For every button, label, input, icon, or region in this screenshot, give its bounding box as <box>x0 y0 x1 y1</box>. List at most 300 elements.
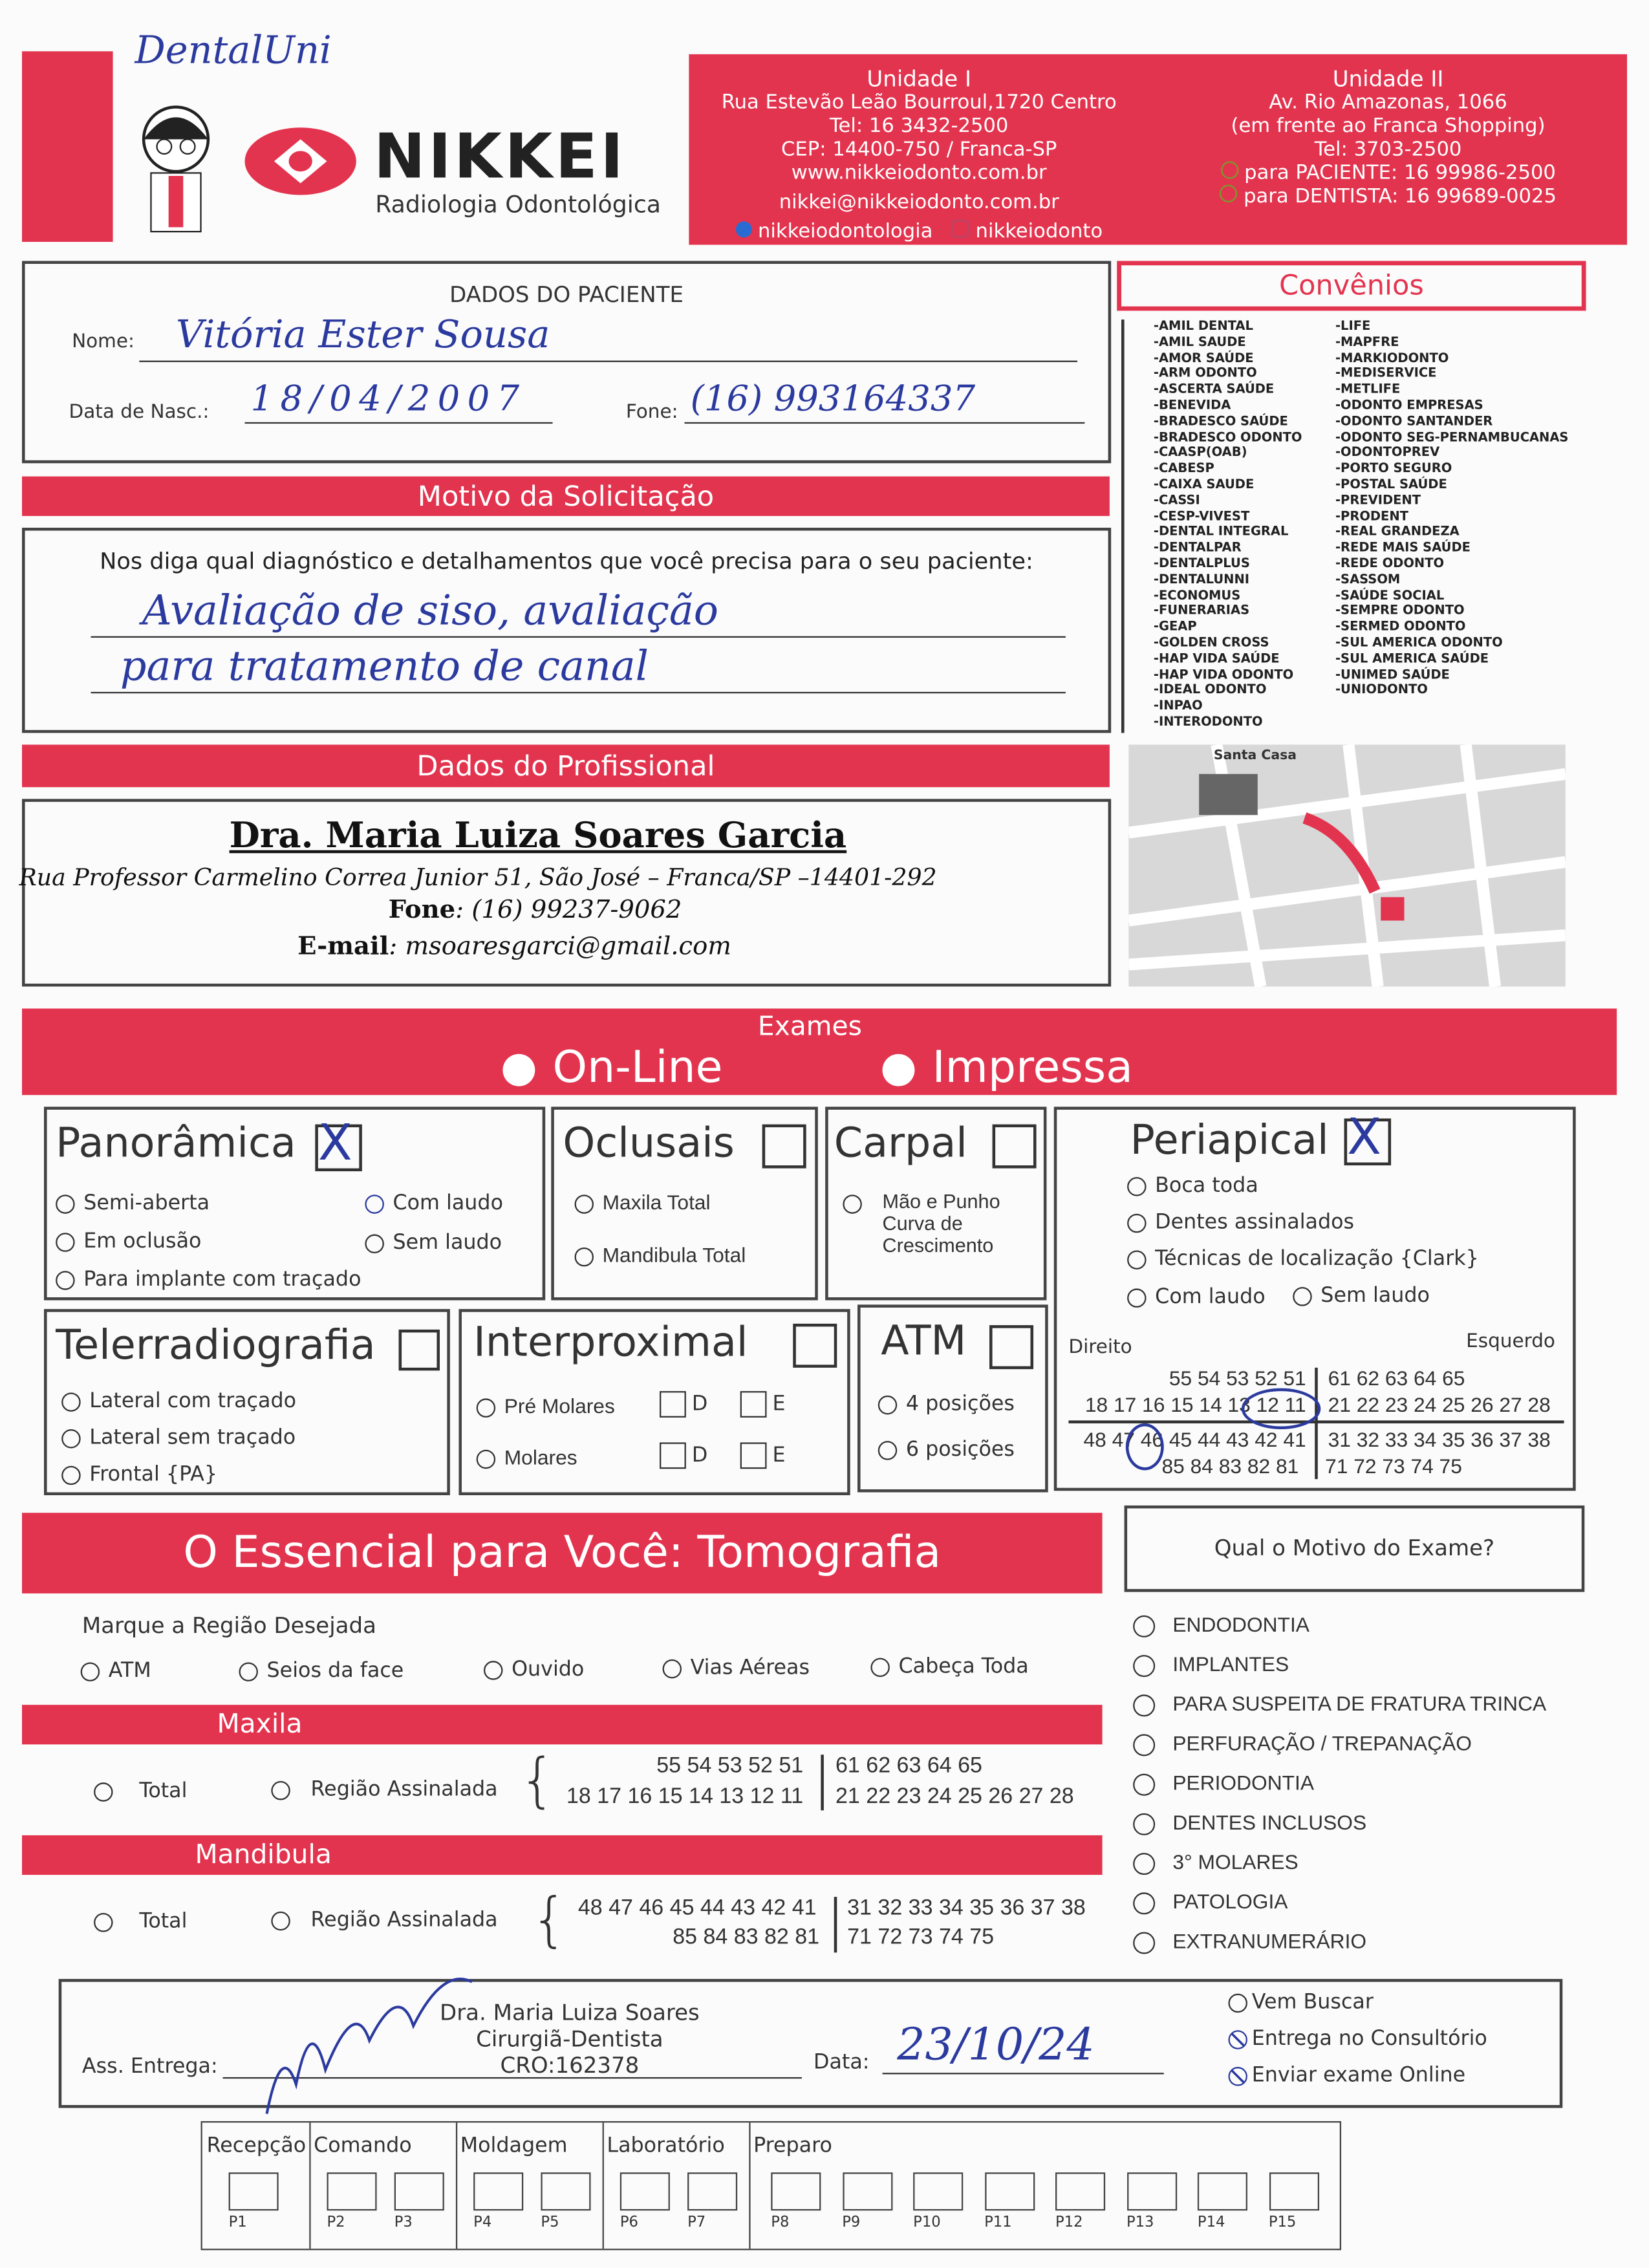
radio-icon <box>365 1233 383 1252</box>
opt-4-posicoes[interactable] <box>878 1392 1015 1416</box>
unit-1-title: Unidade I <box>867 66 972 92</box>
regiao-label: Marque a Região Desejada <box>81 1612 376 1639</box>
teeth-row[interactable]: 85 84 83 82 81 <box>1161 1454 1299 1478</box>
opt-sem-laudo[interactable] <box>365 1231 502 1255</box>
radio-icon <box>1127 1249 1146 1268</box>
convenios-list-col2 <box>1335 319 1569 699</box>
radio-icon <box>502 1053 535 1086</box>
dentist-address: Rua Professor Carmelino Correa Junior 51, São José – Franca/SP –14401-292 <box>19 863 937 892</box>
convenio-item: -ASCERTA SAÚDE <box>1153 383 1275 398</box>
teeth-row[interactable]: 18 17 16 15 14 13 12 11 <box>566 1784 804 1809</box>
unit-1-address: Rua Estevão Leão Bourroul,1720 Centro <box>721 91 1117 114</box>
whatsapp-dentista: para DENTISTA: 16 99689-0025 <box>1244 184 1557 208</box>
teeth-row[interactable]: 61 62 63 64 65 <box>835 1753 982 1778</box>
radio-icon <box>1293 1286 1311 1305</box>
opt-enviar-online[interactable] <box>1228 2064 1465 2088</box>
opt-label: Em oclusão <box>83 1229 202 1254</box>
motivo-prompt: Nos diga qual diagnóstico e detalhamentos que você precisa para o seu paciente: <box>100 548 1033 575</box>
radio-icon <box>239 1661 257 1680</box>
periapical-box <box>1054 1107 1576 1491</box>
stage-box-label: P12 <box>1055 2214 1083 2231</box>
radio-icon <box>56 1270 74 1289</box>
opt-boca-toda[interactable] <box>1127 1174 1258 1198</box>
convenio-item: -BENEVIDA <box>1153 398 1231 414</box>
stamp-cro: CRO:162378 <box>500 2052 640 2079</box>
unit-1-email[interactable]: nikkei@nikkeiodonto.com.br <box>779 190 1059 214</box>
motivo-section <box>22 528 1111 733</box>
oclusais-checkbox[interactable] <box>762 1125 806 1169</box>
ass-entrega-label: Ass. Entrega: <box>81 2055 218 2079</box>
opt-label: Molares <box>504 1445 577 1469</box>
teeth-row[interactable]: 21 22 23 24 25 26 27 28 <box>835 1784 1074 1809</box>
opt-lateral-sem[interactable] <box>61 1426 296 1449</box>
pre-e-checkbox[interactable] <box>740 1391 786 1418</box>
name-field[interactable] <box>139 314 1077 362</box>
convenio-item: -DENTALPLUS <box>1153 557 1250 572</box>
unit-1 <box>692 67 1147 243</box>
stage-label: Laboratório <box>607 2134 725 2158</box>
dob-field[interactable] <box>245 378 553 424</box>
telerradiografia-box <box>44 1309 450 1495</box>
opt-label: Enviar exame Online <box>1251 2064 1466 2088</box>
tomografia-bar: O Essencial para Você: Tomografia <box>22 1513 1103 1593</box>
opt-mao-punho: Mão e Punho Curva de Crescimento <box>882 1190 1000 1257</box>
convenio-item: -METLIFE <box>1335 383 1401 398</box>
interproximal-checkbox[interactable] <box>793 1324 837 1368</box>
convenios-list-col1 <box>1154 319 1302 731</box>
dentist-phone: : (16) 99237-9062 <box>455 895 682 925</box>
opt-sem-laudo[interactable] <box>1293 1284 1430 1308</box>
maxila-bar <box>22 1705 1103 1744</box>
opt-vem-buscar[interactable] <box>1228 1991 1373 2014</box>
stage-checkbox[interactable] <box>842 2172 892 2210</box>
opt-implante[interactable] <box>56 1268 361 1291</box>
unit-1-website[interactable]: www.nikkeiodonto.com.br <box>791 161 1047 185</box>
impressa-option[interactable] <box>883 1044 1133 1094</box>
radio-icon <box>1133 1773 1155 1795</box>
teeth-row[interactable]: 85 84 83 82 81 <box>673 1925 820 1950</box>
telerradiografia-checkbox[interactable] <box>399 1330 440 1370</box>
stage-checkbox[interactable] <box>1198 2172 1247 2210</box>
instagram-handle[interactable]: nikkeiodonto <box>975 220 1103 244</box>
radio-icon <box>878 1395 897 1414</box>
convenio-item: -SASSOM <box>1335 572 1401 588</box>
motivo-exame-option[interactable] <box>1133 1890 1546 1929</box>
teeth-row[interactable]: 31 32 33 34 35 36 37 38 <box>1328 1427 1551 1452</box>
opt-com-laudo[interactable] <box>1127 1286 1266 1309</box>
opt-label: Total <box>139 1910 188 1934</box>
unit-2 <box>1161 67 1615 208</box>
regiao-vias-aereas[interactable] <box>663 1656 810 1679</box>
opt-mandibula-total[interactable] <box>575 1243 746 1266</box>
convenio-item: -REDE MAIS SAÚDE <box>1335 541 1471 556</box>
location-map[interactable] <box>1128 744 1565 986</box>
maxila-total[interactable] <box>94 1780 187 1803</box>
unit-2-title: Unidade II <box>1332 66 1444 92</box>
opt-label: E <box>772 1392 786 1416</box>
logo-text: NIKKEI <box>374 120 627 192</box>
unit-2-address: Av. Rio Amazonas, 1066 <box>1269 91 1507 114</box>
panoramica-checkbox[interactable] <box>315 1114 362 1173</box>
radio-icon <box>61 1392 80 1410</box>
regiao-atm[interactable] <box>81 1659 151 1683</box>
carpal-title: Carpal <box>834 1118 967 1167</box>
motivo-exame-option[interactable] <box>1133 1810 1546 1850</box>
opt-label: Seios da face <box>266 1659 404 1683</box>
convenio-item: -DENTALPAR <box>1153 541 1242 556</box>
data-value: 23/10/24 <box>897 2020 1095 2071</box>
opt-label: Vias Aéreas <box>690 1656 810 1680</box>
radio-icon <box>1127 1176 1146 1195</box>
stages-table <box>201 2121 1341 2250</box>
atm-checkbox[interactable] <box>989 1325 1033 1369</box>
opt-em-oclusao[interactable] <box>56 1230 201 1253</box>
opt-label: Dentes assinalados <box>1155 1211 1355 1235</box>
radio-checked-icon <box>1228 2066 1247 2085</box>
online-label: On-Line <box>552 1042 723 1094</box>
motivo-text-1: Avaliação de siso, avaliação <box>142 586 718 635</box>
opt-label: Vem Buscar <box>1251 1991 1374 2014</box>
checkbox-icon <box>740 1391 767 1418</box>
opt-label: Região Assinalada <box>310 1908 498 1932</box>
motivo-exame-option[interactable] <box>1133 1929 1546 1969</box>
convenio-item: -SERMED ODONTO <box>1335 620 1466 635</box>
periapical-title: Periapical <box>1130 1115 1329 1164</box>
teeth-row[interactable]: 55 54 53 52 51 <box>1169 1366 1306 1390</box>
radio-icon <box>1133 1615 1155 1637</box>
stage-box-label: P5 <box>541 2214 559 2231</box>
direito-label: Direito <box>1068 1337 1132 1359</box>
radio-icon <box>1133 1813 1155 1835</box>
stage-checkbox[interactable] <box>1055 2172 1105 2210</box>
impressa-label: Impressa <box>932 1042 1133 1094</box>
unit-1-tel: Tel: 16 3432-2500 <box>830 114 1009 138</box>
data-field[interactable] <box>883 2020 1164 2074</box>
regiao-seios[interactable] <box>239 1659 404 1683</box>
radio-icon <box>878 1440 897 1459</box>
convenio-item: -IDEAL ODONTO <box>1153 684 1267 698</box>
motivo-line-1[interactable] <box>91 586 1066 638</box>
opt-label: Com laudo <box>393 1191 504 1216</box>
radio-checked-icon <box>1228 2029 1247 2048</box>
opt-entrega-consultorio[interactable] <box>1228 2027 1487 2051</box>
convenio-item: -CASSI <box>1153 493 1200 509</box>
check-mark: X <box>318 1114 352 1173</box>
motivo-exame-option[interactable] <box>1133 1850 1546 1890</box>
stage-checkbox[interactable] <box>1269 2172 1319 2210</box>
teeth-row[interactable]: 71 72 73 74 75 <box>847 1925 995 1950</box>
opt-label: PERIODONTIA <box>1172 1771 1315 1795</box>
teeth-row[interactable]: 31 32 33 34 35 36 37 38 <box>847 1895 1086 1921</box>
phone-field[interactable] <box>685 378 1085 424</box>
opt-label: Sem laudo <box>1320 1284 1430 1308</box>
radio-icon <box>81 1661 100 1680</box>
opt-label: Para implante com traçado <box>83 1268 361 1291</box>
convenios-divider <box>1121 319 1123 733</box>
patient-title: DADOS DO PACIENTE <box>449 281 684 308</box>
mandibula-bar <box>22 1835 1103 1875</box>
teeth-row[interactable]: 18 17 16 15 14 13 12 11 <box>1084 1392 1306 1416</box>
opt-label: ENDODONTIA <box>1172 1612 1310 1636</box>
stage-checkbox[interactable] <box>771 2172 821 2210</box>
opt-semi-aberta[interactable] <box>56 1192 210 1215</box>
stage-box-label: P15 <box>1268 2214 1297 2231</box>
convenio-item: -PORTO SEGURO <box>1335 462 1452 477</box>
motivo-line-2[interactable] <box>91 642 1066 693</box>
check-mark: X <box>1347 1108 1381 1167</box>
whatsapp-icon <box>1220 161 1238 178</box>
teeth-row[interactable]: 55 54 53 52 51 <box>656 1753 804 1778</box>
convenio-item: -GEAP <box>1153 620 1197 635</box>
opt-frontal[interactable] <box>61 1463 217 1486</box>
teeth-vertical-divider <box>821 1755 823 1810</box>
convenio-item: -SEMPRE ODONTO <box>1335 604 1465 620</box>
whatsapp-icon <box>1220 185 1237 202</box>
teeth-row[interactable]: 21 22 23 24 25 26 27 28 <box>1328 1392 1551 1416</box>
opt-dentes-assinalados[interactable] <box>1127 1211 1354 1234</box>
stage-checkbox[interactable] <box>620 2172 670 2210</box>
opt-label: Lateral com traçado <box>89 1389 297 1414</box>
convenios-title: Convênios <box>1117 261 1586 310</box>
logo-subtitle: Radiologia Odontológica <box>375 190 661 219</box>
panoramica-box <box>44 1107 545 1300</box>
dentist-name: Dra. Maria Luiza Soares Garcia <box>229 814 847 856</box>
online-option[interactable] <box>502 1044 722 1094</box>
opt-label: Cabeça Toda <box>898 1655 1029 1679</box>
circled-tooth-46 <box>1126 1423 1164 1471</box>
unit-2-tel: Tel: 3703-2500 <box>1314 138 1462 162</box>
convenio-item: -MEDISERVICE <box>1335 367 1437 382</box>
motivo-exame-list <box>1133 1612 1546 1969</box>
motivo-text-2: para tratamento de canal <box>120 642 649 691</box>
facebook-icon <box>735 221 751 237</box>
opt-label: PARA SUSPEITA DE FRATURA TRINCA <box>1172 1691 1547 1716</box>
opt-label: IMPLANTES <box>1172 1652 1289 1676</box>
opt-6-posicoes[interactable] <box>878 1438 1015 1462</box>
dentist-phone-label: Fone <box>388 895 456 925</box>
convenio-item: -ARM ODONTO <box>1153 367 1257 382</box>
phone-value: (16) 993164337 <box>690 378 976 420</box>
opt-label: Sem laudo <box>393 1231 502 1255</box>
opt-label: Com laudo <box>1155 1285 1266 1310</box>
convenio-item: -FUNERARIAS <box>1153 604 1250 620</box>
radio-icon <box>1133 1853 1155 1875</box>
stage-checkbox[interactable] <box>913 2172 963 2210</box>
circled-teeth-12-11 <box>1242 1388 1320 1429</box>
motivo-exame-option[interactable] <box>1133 1731 1546 1771</box>
convenio-item: -ODONTO EMPRESAS <box>1335 398 1483 414</box>
whatsapp-paciente: para PACIENTE: 16 99986-2500 <box>1244 161 1556 185</box>
radio-icon <box>1133 1694 1155 1716</box>
motivo-bar: Motivo da Solicitação <box>22 477 1110 516</box>
checkbox-icon <box>660 1391 686 1418</box>
stage-box-label: P11 <box>984 2214 1012 2231</box>
teeth-vertical-divider <box>1315 1368 1317 1479</box>
unit-1-cep: CEP: 14400-750 / Franca-SP <box>781 138 1057 162</box>
dob-value: 18/04/2007 <box>250 378 527 420</box>
teeth-row[interactable]: 71 72 73 74 75 <box>1325 1454 1462 1478</box>
stage-box-label: P7 <box>687 2214 706 2231</box>
opt-lateral-com[interactable] <box>61 1390 296 1413</box>
dob-label: Data de Nasc.: <box>69 402 210 424</box>
checkbox-icon <box>660 1442 686 1469</box>
convenio-item: -REAL GRANDEZA <box>1335 525 1460 540</box>
convenio-item: -ODONTO SEG-PERNAMBUCANAS <box>1335 430 1569 446</box>
radio-icon <box>1133 1655 1155 1677</box>
opt-label: PERFURAÇÃO / TREPANAÇÃO <box>1172 1731 1472 1755</box>
signature-scribble <box>252 1952 487 2143</box>
motivo-exame-option[interactable] <box>1133 1692 1546 1731</box>
radio-icon <box>1127 1213 1146 1232</box>
stage-label: Preparo <box>753 2134 832 2158</box>
panoramica-title: Panorâmica <box>56 1118 296 1167</box>
radio-icon <box>61 1429 80 1447</box>
carpal-box <box>825 1107 1046 1300</box>
radio-icon <box>61 1465 80 1484</box>
convenio-item: -PREVIDENT <box>1335 493 1421 509</box>
esquerdo-label: Esquerdo <box>1466 1331 1555 1354</box>
convenio-item: -PRODENT <box>1335 509 1408 524</box>
radio-icon <box>575 1194 594 1213</box>
convenio-item: -BRADESCO SAÚDE <box>1153 414 1288 429</box>
radio-icon <box>1127 1288 1146 1306</box>
radio-icon <box>484 1660 502 1679</box>
instagram-icon <box>952 220 969 237</box>
stage-box-label: P13 <box>1126 2214 1154 2231</box>
stage-checkbox[interactable] <box>687 2172 737 2210</box>
opt-label: Frontal {PA} <box>89 1463 218 1487</box>
opt-label: DENTES INCLUSOS <box>1172 1810 1367 1834</box>
stage-checkbox[interactable] <box>1126 2172 1176 2210</box>
stage-box-label: P2 <box>327 2214 345 2231</box>
convenio-item: -INTERODONTO <box>1153 715 1263 730</box>
convenio-item: -INPAO <box>1153 699 1203 715</box>
convenio-item: -HAP VIDA SAÚDE <box>1153 652 1280 667</box>
stage-checkbox[interactable] <box>984 2172 1034 2210</box>
opt-label: Lateral sem traçado <box>89 1426 296 1450</box>
unit-2-reference: (em frente ao Franca Shopping) <box>1231 114 1546 138</box>
dentist-email-label: E-mail <box>297 932 389 962</box>
opt-label: Região Assinalada <box>310 1778 498 1802</box>
pre-d-checkbox[interactable] <box>660 1391 707 1418</box>
patient-section <box>22 261 1111 463</box>
opt-pre-molares[interactable] <box>477 1394 615 1418</box>
radio-icon <box>94 1782 113 1800</box>
motivo-exame-option[interactable] <box>1133 1771 1546 1810</box>
stage-label: Moldagem <box>460 2134 568 2158</box>
data-label: Data: <box>814 2051 870 2075</box>
radio-icon <box>1228 1993 1247 2012</box>
mandibula-title: Mandibula <box>195 1839 332 1871</box>
opt-label: PATOLOGIA <box>1172 1889 1288 1914</box>
opt-label: E <box>772 1443 786 1467</box>
stamp-title: Cirurgiã-Dentista <box>476 2025 663 2053</box>
motivo-exame-option[interactable] <box>1133 1652 1546 1692</box>
opt-label: Semi-aberta <box>83 1191 210 1216</box>
convenio-item: -AMIL DENTAL <box>1153 319 1253 334</box>
profissional-bar: Dados do Profissional <box>22 744 1110 787</box>
teeth-row[interactable]: 48 47 46 45 44 43 42 41 <box>577 1895 817 1921</box>
regiao-ouvido[interactable] <box>484 1658 584 1681</box>
opt-clark[interactable] <box>1127 1247 1479 1271</box>
map-label: Santa Casa <box>1213 749 1297 764</box>
convenio-item: -ODONTOPREV <box>1335 446 1440 461</box>
convenio-item: -MARKIODONTO <box>1335 351 1449 366</box>
interproximal-box <box>458 1309 850 1495</box>
radio-icon <box>56 1232 74 1251</box>
stage-box-label: P9 <box>842 2214 861 2231</box>
convenio-item: -CESP-VIVEST <box>1153 509 1250 524</box>
convenio-item: -CABESP <box>1153 462 1214 477</box>
convenio-item: -REDE ODONTO <box>1335 557 1445 572</box>
mol-e-checkbox[interactable] <box>740 1442 786 1469</box>
radio-icon <box>271 1911 290 1930</box>
periapical-checkbox[interactable] <box>1344 1108 1392 1167</box>
mandibula-regiao[interactable] <box>271 1908 497 1932</box>
header-left-stripe <box>22 51 113 242</box>
convenio-item: -SAÚDE SOCIAL <box>1335 589 1445 603</box>
stage-box-label: P1 <box>228 2214 247 2231</box>
opt-com-laudo[interactable] <box>365 1192 503 1215</box>
radio-icon <box>1133 1734 1155 1756</box>
oclusais-title: Oclusais <box>563 1118 735 1167</box>
nikkei-logo-icon <box>242 125 359 198</box>
teeth-row[interactable]: 48 47 46 45 44 43 42 41 <box>1083 1427 1306 1452</box>
name-value: Vitória Ester Sousa <box>176 314 550 358</box>
mandibula-total[interactable] <box>94 1910 187 1934</box>
teeth-vertical-divider <box>834 1897 836 1952</box>
mol-d-checkbox[interactable] <box>660 1442 707 1469</box>
dentist-email[interactable]: : msoaresgarci@gmail.com <box>389 932 731 962</box>
checkbox-icon <box>740 1442 767 1469</box>
radio-icon <box>477 1449 495 1468</box>
opt-maxila-total[interactable] <box>575 1191 711 1214</box>
regiao-cabeca-toda[interactable] <box>870 1655 1028 1678</box>
carpal-checkbox[interactable] <box>993 1125 1037 1169</box>
opt-molares[interactable] <box>477 1445 577 1469</box>
convenio-item: -SUL AMERICA SAÚDE <box>1335 652 1489 667</box>
convenio-item: -CAIXA SAUDE <box>1153 477 1255 493</box>
teeth-row[interactable]: 61 62 63 64 65 <box>1328 1366 1465 1390</box>
stage-box-label: P6 <box>620 2214 638 2231</box>
motivo-exame-title: Qual o Motivo do Exame? <box>1125 1506 1585 1592</box>
name-label: Nome: <box>72 331 135 354</box>
exames-band <box>22 1008 1617 1095</box>
convenio-item: -POSTAL SAÚDE <box>1335 477 1447 493</box>
radio-icon <box>1133 1892 1155 1914</box>
brace-icon: { <box>530 1886 568 1954</box>
radio-icon <box>1133 1932 1155 1954</box>
atm-title: ATM <box>881 1316 967 1365</box>
maxila-title: Maxila <box>217 1709 303 1740</box>
maxila-regiao[interactable] <box>271 1778 497 1802</box>
stamp-name: Dra. Maria Luiza Soares <box>440 1999 700 2026</box>
motivo-exame-option[interactable] <box>1133 1612 1546 1652</box>
radio-icon <box>94 1912 113 1931</box>
convenio-item: -UNIODONTO <box>1335 684 1428 698</box>
convenio-item: -BRADESCO ODONTO <box>1153 430 1302 446</box>
stage-box-label: P10 <box>913 2214 941 2231</box>
convenio-item: -SUL AMERICA ODONTO <box>1335 636 1503 651</box>
stage-label: Comando <box>314 2134 412 2158</box>
radio-icon <box>663 1659 682 1678</box>
interproximal-title: Interproximal <box>473 1317 748 1366</box>
telerradiografia-title: Telerradiografia <box>56 1321 376 1370</box>
opt-label: D <box>691 1392 708 1416</box>
facebook-handle[interactable]: nikkeiodontologia <box>757 220 933 244</box>
convenio-item: -AMIL SAUDE <box>1153 335 1246 351</box>
radio-icon[interactable] <box>843 1194 861 1213</box>
